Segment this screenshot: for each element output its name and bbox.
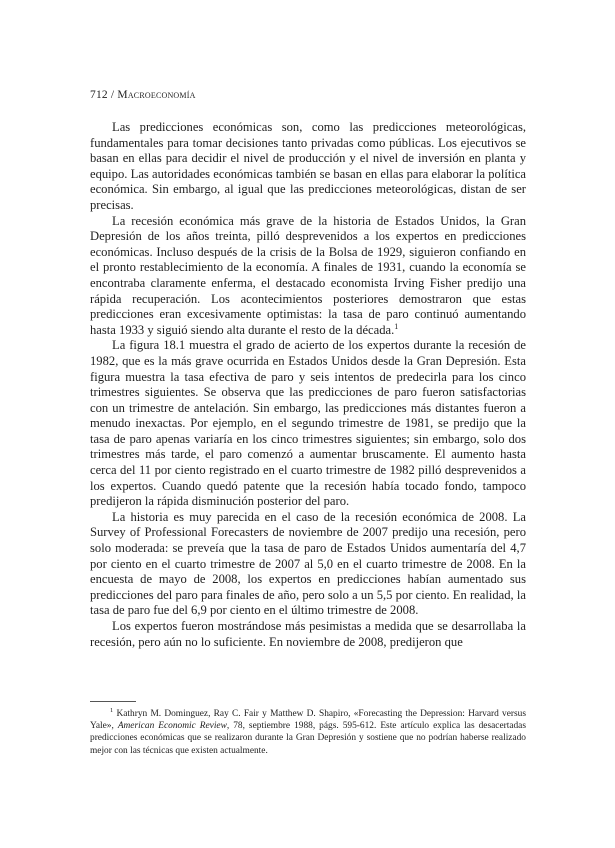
running-title: Macroeconomía (117, 89, 196, 101)
footnote-number: 1 (110, 706, 114, 714)
header-separator: / (107, 89, 118, 101)
paragraph-2 (90, 214, 526, 339)
paragraph-4: La historia es muy parecida en el caso de la recesión económica de 2008. La Survey of Professional Forecasters de noviembre de 2007 predijo una recesión, pero solo moderada: se preveía que la tasa de paro de Estados Unidos aumentaría del 4,7 por ciento en el cuarto trimestre de 2007 al 5,0 en el cuarto trimestre de 2008. En la encuesta de mayo de 2008, los expertos en predicciones habían aumentado sus predicciones del paro para finales de año, pero solo a un 5,5 por ciento. En realidad, la tasa de paro fue del 6,9 por ciento en el último trimestre de 2008. (90, 509, 526, 618)
footnote-journal: American Economic Review (117, 721, 227, 732)
paragraph-3: La figura 18.1 muestra el grado de acierto de los expertos durante la recesión de 1982, que es la más grave ocurrida en Estados Unidos desde la Gran Depresión. Esta figura muestra la tasa efectiva de paro y seis intentos de predecirla para los cinco trimestres siguientes. Se observa que las predicciones de paro fueron satisfactorias con un trimestre de antelación. Sin embargo, las predicciones más distantes fueron a menudo inexactas. Por ejemplo, en el segundo trimestre de 1981, se predijo que la tasa de paro apenas variaría en los cinco trimestres siguientes; sin embargo, solo dos trimestres más tarde, el paro comenzó a aumentar bruscamente. El aumento hasta cerca del 11 por ciento registrado en el cuarto trimestre de 1982 pilló desprevenidos a los expertos. Cuando quedó patente que la recesión había tocado fondo, tampoco predijeron la rápida disminución posterior del paro. (90, 338, 526, 509)
footnote-divider (90, 701, 136, 702)
footnote-rest: , 78, septiembre 1988, págs. 595-612. Este artículo explica las desacertadas predicciones económicas que se realizaron durante la Gran Depresión y sostiene que no podrían haberse realizado mejor con las técnicas que existen actualmente. (90, 721, 526, 756)
running-header (90, 89, 196, 101)
body-text (90, 120, 526, 650)
paragraph-5: Los expertos fueron mostrándose más pesimistas a medida que se desarrollaba la recesión, pero aún no lo suficiente. En noviembre de 2008, predijeron que (90, 619, 526, 649)
footnote-reference: 1 (394, 321, 399, 331)
paragraph-1: Las predicciones económicas son, como las predicciones meteorológicas, fundamentales para tomar decisiones tanto privadas como públicas. Los ejecutivos se basan en ellas para decidir el nivel de producción y el nivel de inversión en planta y equipo. Las autoridades económicas también se basan en ellas para elaborar la política económica. Sin embargo, al igual que las predicciones meteorológicas, distan de ser precisas. (90, 120, 526, 212)
footnote-authors: Kathryn M. Dominguez, Ray C. Fair y Matthew D. Shapiro, «Forecasting the Depression: Harvard versus Yale», (90, 709, 526, 732)
paragraph-2-text: La recesión económica más grave de la historia de Estados Unidos, la Gran Depresión de los años treinta, pilló desprevenidos a los expertos en predicciones económicas. Incluso después de la crisis de la Bolsa de 1929, siguieron confiando en el pronto restablecimiento de la economía. A finales de 1931, cuando la economía se encontraba claramente enferma, el destacado economista Irving Fisher predijo una rápida recuperación. Los acontecimientos posteriores demostraron que estas predicciones eran excesivamente optimistas: la tasa de paro continuó aumentando hasta 1933 y siguió siendo alta durante el resto de la década. (90, 213, 526, 337)
footnote (90, 708, 526, 757)
page-number: 712 (90, 89, 108, 101)
